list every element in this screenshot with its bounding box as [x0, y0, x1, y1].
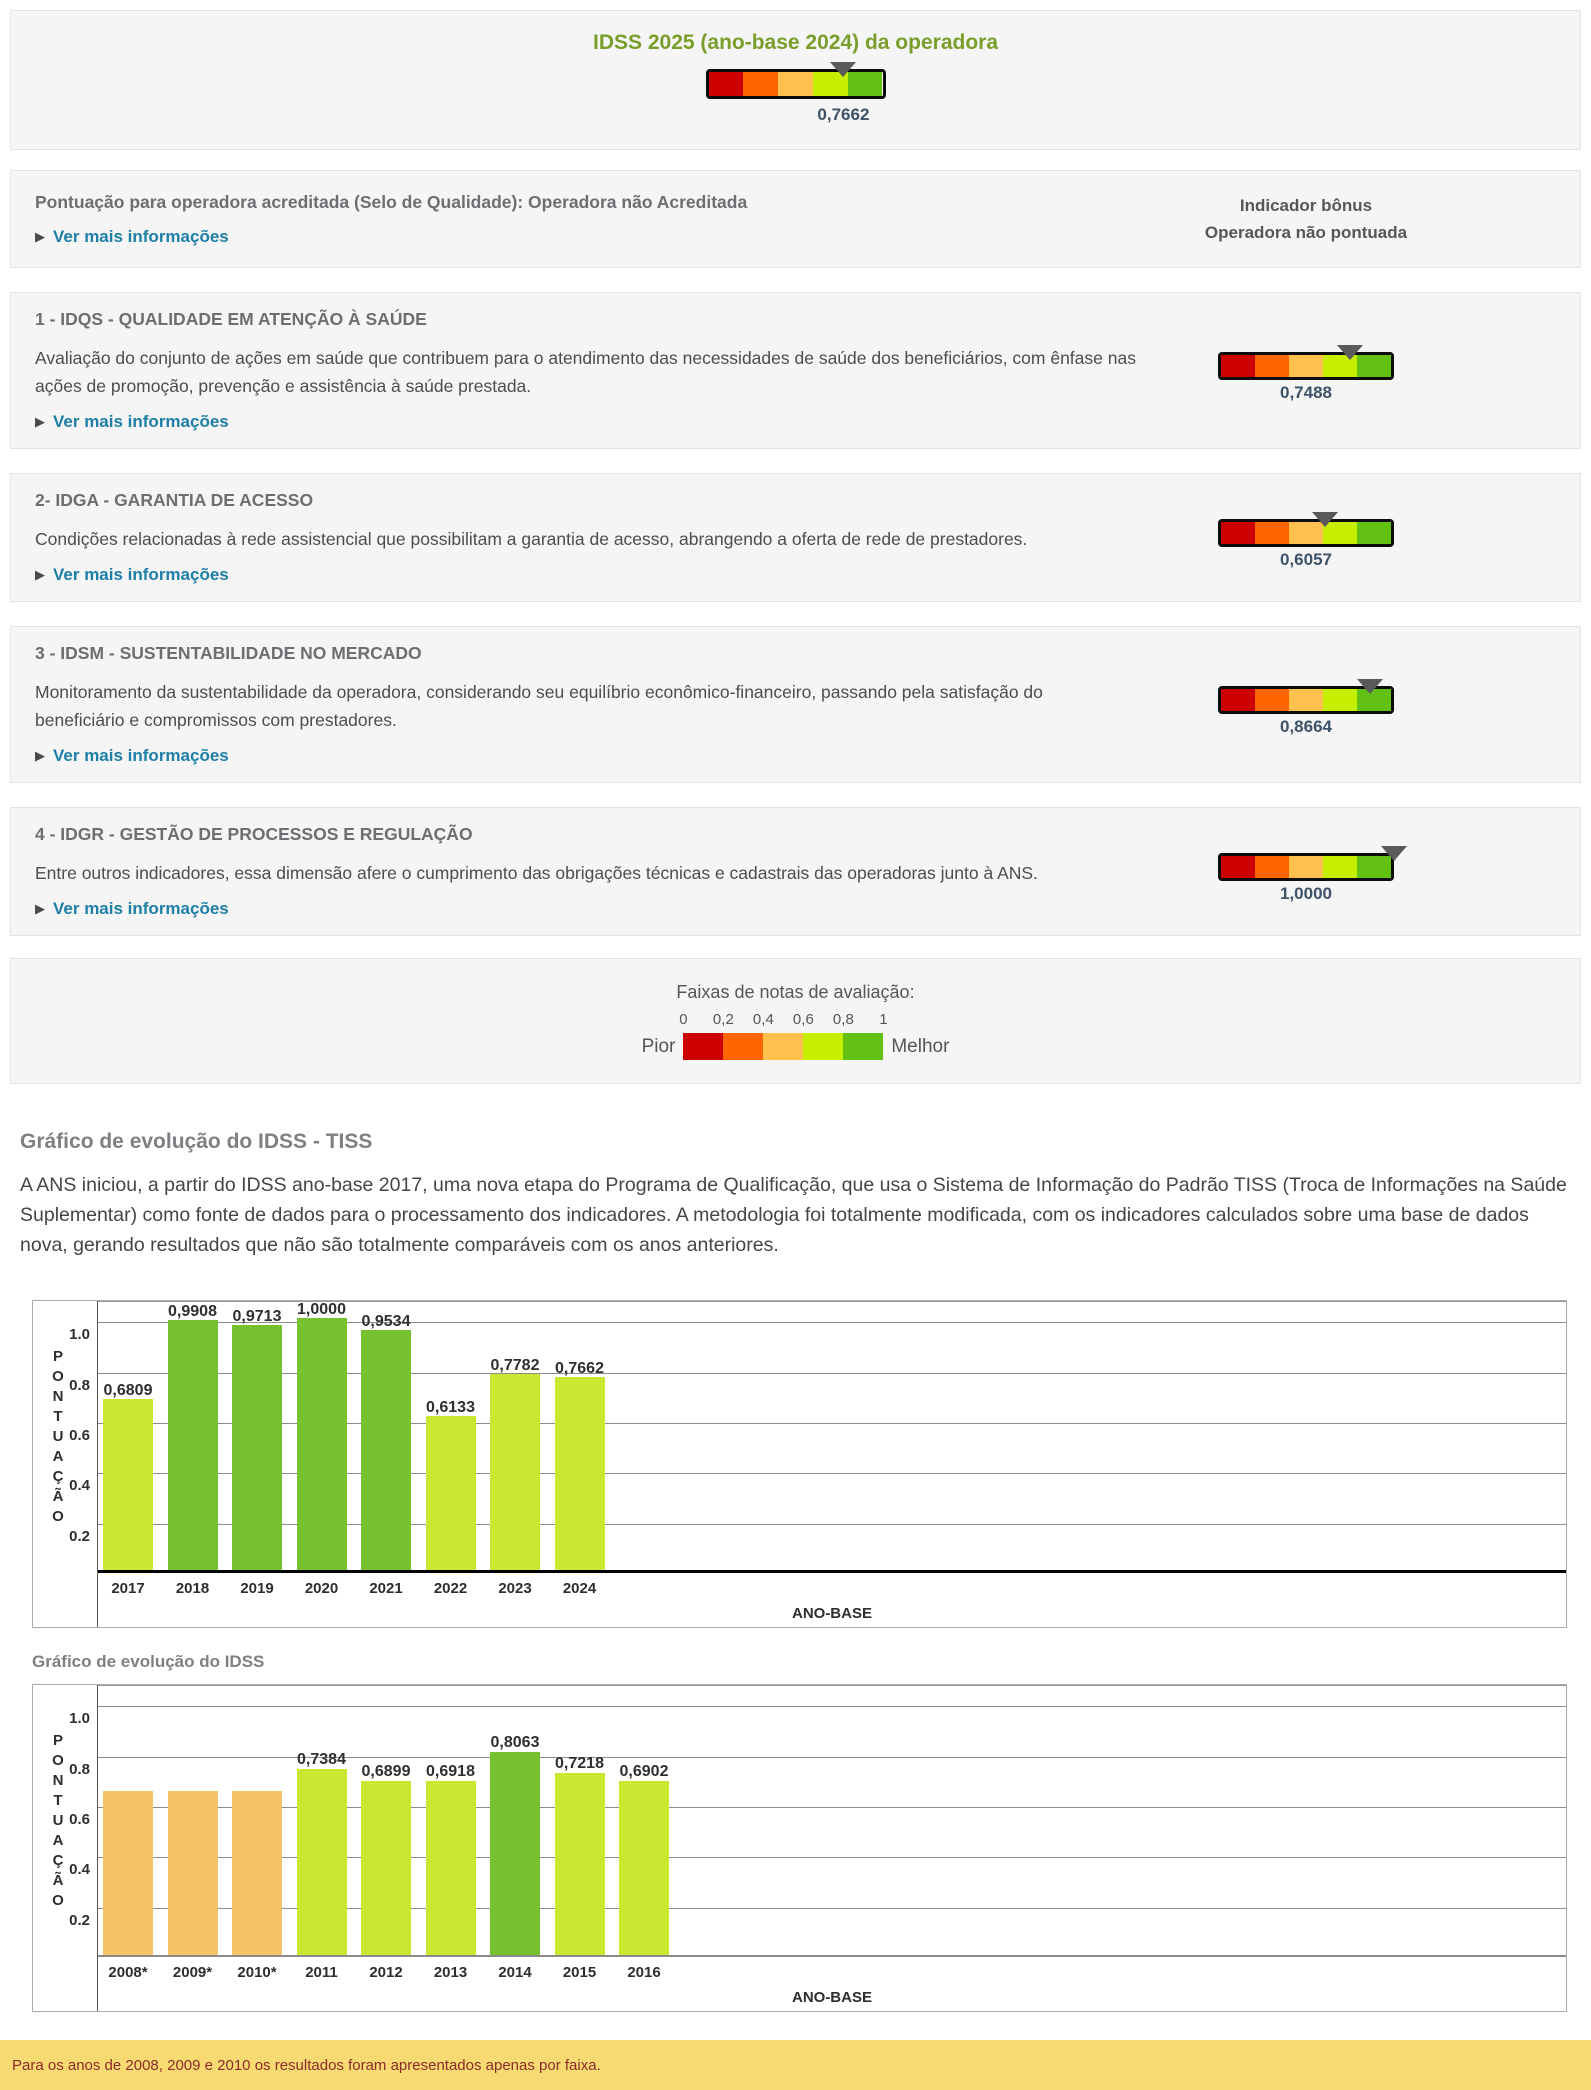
year-label: 2014 [498, 1964, 532, 1981]
dimension-section-idqs [10, 292, 1581, 449]
bar [168, 1320, 218, 1570]
bar [103, 1399, 153, 1570]
legend-tick: 0,8 [832, 1011, 854, 1028]
gauge-segment [1255, 355, 1289, 377]
legend-segment [803, 1033, 843, 1060]
bar [297, 1769, 347, 1955]
gauge-segment [1289, 689, 1323, 711]
y-tick-label: 0.6 [69, 1426, 90, 1444]
bar-value-label: 0,6899 [361, 1763, 411, 1781]
gauge-color-bar [1218, 853, 1394, 881]
gauge-marker-icon [1312, 512, 1338, 527]
y-tick-label: 0.8 [69, 1760, 90, 1778]
gauge-segment [778, 72, 813, 96]
idsm-gauge [1218, 686, 1394, 737]
y-axis-title: P O N T U A Ç Ã O [52, 1732, 64, 1909]
footnote-text: Para os anos de 2008, 2009 e 2010 os resultados foram apresentados apenas por faixa. [12, 2056, 601, 2074]
x-axis-categories [98, 1573, 1566, 1603]
bar [361, 1330, 411, 1570]
expand-arrow-icon: ▶ [35, 414, 45, 429]
expand-arrow-icon: ▶ [35, 901, 45, 916]
accreditation-section [10, 170, 1581, 268]
dimension-description: Condições relacionadas à rede assistencial que possibilitam a garantia de acesso, abrangendo a oferta de rede de prestadores. [35, 529, 1028, 549]
expand-arrow-icon: ▶ [35, 748, 45, 763]
dimension-description: Monitoramento da sustentabilidade da operadora, considerando seu equilíbrio econômico-financeiro, passando pela satisfação do beneficiário e compromissos com prestadores. [35, 682, 1043, 730]
year-label: 2012 [369, 1964, 403, 1981]
year-label: 2022 [433, 1580, 468, 1597]
bar [168, 1791, 218, 1955]
legend-scale [679, 1011, 888, 1060]
dimension-section-idgr [10, 807, 1581, 936]
accreditation-more-info-link[interactable]: ▶ Ver mais informações [35, 226, 229, 246]
legend-segment [843, 1033, 883, 1060]
y-tick-label: 0.4 [69, 1477, 90, 1495]
bar-value-label: 0,9908 [168, 1303, 217, 1321]
page-title: IDSS 2025 (ano-base 2024) da operadora [593, 31, 998, 54]
gauge-segment [1255, 522, 1289, 544]
bar [361, 1781, 411, 1955]
year-label: 2023 [498, 1580, 532, 1597]
plot-area [98, 1685, 1566, 1957]
bar [426, 1781, 476, 1955]
bar-value-label: 0,6133 [426, 1398, 475, 1416]
year-label: 2021 [369, 1580, 403, 1597]
expand-arrow-icon: ▶ [35, 228, 45, 244]
y-axis-column [33, 1685, 98, 2011]
gauge-segment [743, 72, 778, 96]
idsm-value: 0,8664 [1280, 717, 1332, 736]
x-axis-title: ANO-BASE [791, 1989, 872, 2006]
gauge-marker-icon [1337, 345, 1363, 360]
gauge-segment [1357, 522, 1391, 544]
idss-main-gauge [706, 69, 886, 124]
y-tick-label: 1.0 [69, 1326, 90, 1344]
expand-arrow-icon: ▶ [35, 567, 45, 582]
gauge-segment [1255, 689, 1289, 711]
tiss-paragraph: A ANS iniciou, a partir do IDSS ano-base 2017, uma nova etapa do Programa de Qualificação, que usa o Sistema de Informação do Padrão TISS (Troca de Informações na Saúde Suplementar) como fonte de dados para o processamento dos indicadores. A metodologia foi totalmente modificada, com os indicadores calculados sobre uma base de dados nova, gerando resultados que não são totalmente comparáveis com os anos anteriores. [20, 1174, 1567, 1256]
bar [232, 1791, 282, 1955]
bar-value-label: 0,9713 [232, 1308, 282, 1326]
legend-segment [723, 1033, 763, 1060]
plot-area [98, 1301, 1566, 1573]
idgr-value: 1,0000 [1280, 884, 1332, 903]
gauge-color-bar [706, 69, 886, 99]
idgr-gauge [1218, 853, 1394, 904]
gauge-segment [1289, 856, 1323, 878]
year-label: 2010* [237, 1964, 277, 1981]
gridline [98, 1706, 1566, 1707]
year-label: 2018 [175, 1580, 210, 1597]
idss-main-value: 0,7662 [817, 105, 870, 124]
gauge-segment [1323, 689, 1357, 711]
y-tick-label: 0.2 [69, 1911, 90, 1929]
y-axis-title: P O N T U A Ç Ã O [52, 1348, 64, 1525]
bar-value-label: 1,0000 [297, 1301, 346, 1319]
gauge-color-bar [1218, 352, 1394, 380]
bar [232, 1325, 282, 1570]
gauge-segment [1221, 856, 1255, 878]
x-axis-title: ANO-BASE [791, 1605, 872, 1622]
year-label: 2008* [108, 1964, 148, 1981]
legend-color-bar [683, 1033, 883, 1060]
idga-gauge [1218, 519, 1394, 570]
legend-tick-labels [679, 1011, 888, 1031]
bar-value-label: 0,6918 [426, 1762, 475, 1780]
bar-value-label: 0,7218 [555, 1755, 604, 1773]
idga-more-info-link[interactable]: ▶ Ver mais informações [35, 565, 229, 584]
idss-chart-heading: Gráfico de evolução do IDSS [32, 1652, 265, 1671]
year-label: 2024 [562, 1580, 597, 1597]
y-axis-column [33, 1301, 98, 1627]
evolution-chart-idss [32, 1684, 1567, 2012]
year-label: 2011 [305, 1964, 338, 1981]
gauge-segment [709, 72, 744, 96]
year-label: 2009* [172, 1964, 213, 1981]
y-tick-label: 0.2 [69, 1527, 90, 1545]
dimension-title: 3 - IDSM - SUSTENTABILIDADE NO MERCADO [35, 643, 422, 663]
bar-value-label: 0,8063 [490, 1733, 540, 1751]
accreditation-title: Pontuação para operadora acreditada (Selo de Qualidade): Operadora não Acreditada [35, 191, 748, 212]
bar [297, 1318, 347, 1570]
bar-value-label: 0,6902 [619, 1763, 669, 1781]
gauge-marker-icon [1381, 846, 1407, 861]
dimension-title: 1 - IDQS - QUALIDADE EM ATENÇÃO À SAÚDE [35, 309, 427, 329]
x-axis-categories [98, 1957, 1566, 1987]
bar [555, 1377, 605, 1570]
year-label: 2013 [433, 1964, 468, 1981]
y-tick-label: 0.6 [69, 1810, 90, 1828]
legend-tick: 0,6 [792, 1011, 814, 1028]
bar [490, 1752, 540, 1955]
idsm-more-info-link[interactable]: ▶ Ver mais informações [35, 746, 229, 765]
legend-tick: 0 [679, 1011, 688, 1028]
footnote-banner [0, 2040, 1591, 2090]
idgr-more-info-link[interactable]: ▶ Ver mais informações [35, 899, 229, 918]
evolution-chart-tiss [32, 1300, 1567, 1628]
y-tick-label: 1.0 [69, 1710, 90, 1728]
gauge-segment [1289, 355, 1323, 377]
year-label: 2016 [627, 1964, 661, 1981]
bar [490, 1374, 540, 1570]
bar-value-label: 0,7662 [555, 1360, 604, 1378]
bonus-indicator-label: Indicador bônus Operadora não pontuada [1204, 196, 1408, 242]
legend-worse-label: Pior [641, 1036, 676, 1057]
year-label: 2019 [240, 1580, 274, 1597]
idqs-gauge [1218, 352, 1394, 403]
bar-value-label: 0,6809 [103, 1381, 153, 1399]
idss-summary-section [10, 10, 1581, 150]
year-label: 2015 [562, 1964, 597, 1981]
legend-tick: 1 [879, 1011, 888, 1028]
legend-segment [763, 1033, 803, 1060]
gauge-marker-icon [830, 62, 856, 77]
dimension-title: 4 - IDGR - GESTÃO DE PROCESSOS E REGULAÇÃO [35, 824, 473, 844]
legend-title: Faixas de notas de avaliação: [676, 982, 915, 1002]
dimension-description: Entre outros indicadores, essa dimensão afere o cumprimento das obrigações técnicas e cadastrais das operadoras junto à ANS. [35, 863, 1038, 883]
gauge-segment [1221, 355, 1255, 377]
bar-value-label: 0,9534 [361, 1312, 411, 1330]
bar [555, 1773, 605, 1955]
legend-segment [683, 1033, 723, 1060]
idqs-value: 0,7488 [1280, 383, 1332, 402]
year-label: 2017 [111, 1580, 145, 1597]
dimension-description: Avaliação do conjunto de ações em saúde que contribuem para o atendimento das necessidades de saúde dos beneficiários, com ênfase nas ações de promoção, prevenção e assistência à saúde prestada. [35, 348, 1136, 396]
bar-value-label: 0,7782 [490, 1357, 540, 1374]
year-label: 2020 [304, 1580, 339, 1597]
dimension-section-idsm [10, 626, 1581, 783]
rating-scale-legend [10, 958, 1581, 1084]
idqs-more-info-link[interactable]: ▶ Ver mais informações [35, 412, 229, 431]
gauge-marker-icon [1357, 679, 1383, 694]
y-tick-label: 0.8 [69, 1376, 90, 1394]
bar-value-label: 0,7384 [297, 1751, 346, 1769]
gauge-color-bar [1218, 519, 1394, 547]
legend-better-label: Melhor [891, 1036, 950, 1057]
tiss-chart-heading: Gráfico de evolução do IDSS - TISS [20, 1130, 373, 1153]
gauge-segment [1221, 522, 1255, 544]
gauge-segment [1323, 856, 1357, 878]
gauge-segment [1221, 689, 1255, 711]
y-tick-label: 0.4 [69, 1861, 90, 1879]
legend-tick: 0,4 [752, 1011, 774, 1028]
dimension-title: 2- IDGA - GARANTIA DE ACESSO [35, 490, 314, 510]
bar [103, 1791, 153, 1955]
bar [426, 1416, 476, 1570]
dimension-section-idga [10, 473, 1581, 602]
bar [619, 1781, 669, 1955]
idga-value: 0,6057 [1280, 550, 1332, 569]
gauge-segment [1255, 856, 1289, 878]
legend-tick: 0,2 [712, 1011, 734, 1028]
